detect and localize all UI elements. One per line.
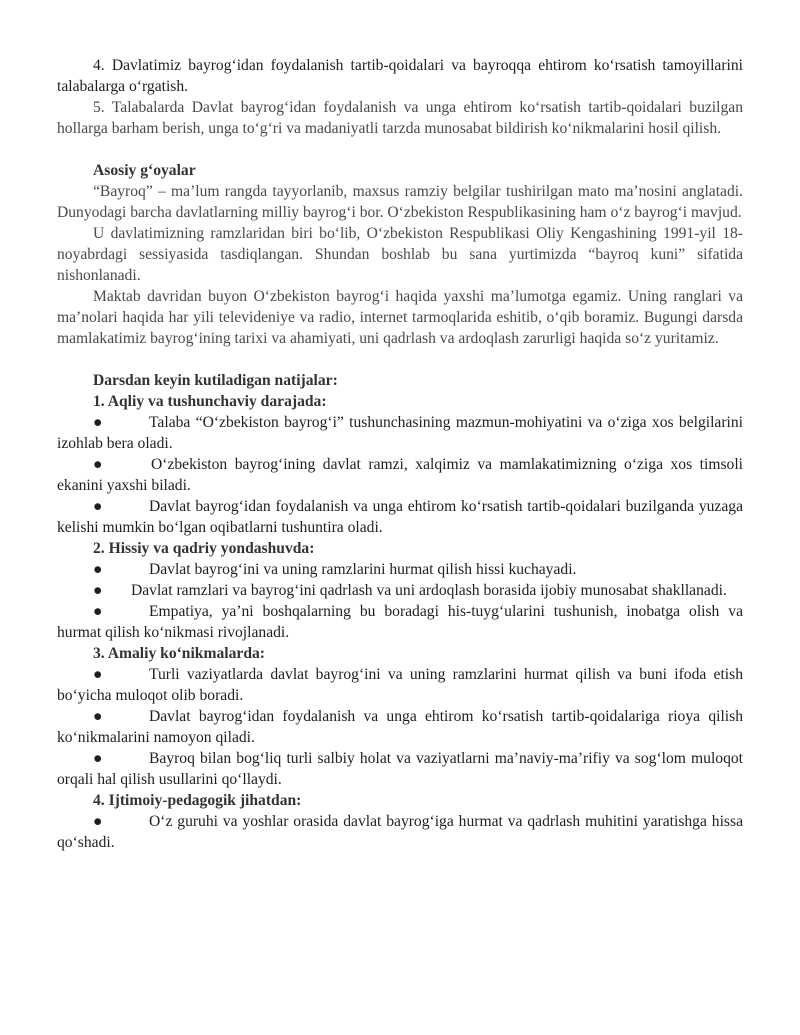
list-item-text: Davlat bayrog‘idan foydalanish va unga ehtirom ko‘rsatish tartib-qoidalariga rioya qilish ko‘nikmalarini namoyon qiladi.: [57, 708, 743, 746]
intro-item-5: 5. Talabalarda Davlat bayrog‘idan foydalanish va unga ehtirom ko‘rsatish tartib-qoidalari buzilgan hollarga barham berish, unga to‘g‘ri va madaniyatli tarzda munosabat bildirish ko‘nikmalarini hosil qilish.: [57, 99, 743, 137]
bullet-icon: ●: [93, 666, 103, 683]
bullet-icon: ●: [93, 561, 103, 578]
list-item-text: Davlat bayrog‘idan foydalanish va unga ehtirom ko‘rsatish tartib-qoidalari buzilganda yuzaga kelishi mumkin bo‘lgan oqibatlarni tushuntira oladi.: [57, 498, 743, 536]
list-item: [57, 706, 743, 748]
bullet-icon: ●: [93, 498, 103, 515]
list-item-text: Bayroq bilan bog‘liq turli salbiy holat va vaziyatlarni ma’naviy-ma’rifiy va sog‘lom muloqot orqali hal qilish usullarini qo‘llaydi.: [57, 750, 743, 788]
outcomes-section-title: 3. Amaliy ko‘nikmalarda:: [93, 645, 265, 662]
list-item: [57, 811, 743, 853]
outcomes-section-title: 1. Aqliy va tushunchaviy darajada:: [93, 393, 327, 410]
list-item-text: Davlat ramzlari va bayrog‘ini qadrlash va uni ardoqlash borasida ijobiy munosabat shakllanadi.: [131, 582, 727, 599]
bullet-icon: ●: [93, 603, 103, 620]
bullet-icon: ●: [93, 414, 103, 431]
list-item-text: Turli vaziyatlarda davlat bayrog‘ini va uning ramzlarini hurmat qilish va buni ifoda etish bo‘yicha muloqot olib boradi.: [57, 666, 743, 704]
intro-item-4: 4. Davlatimiz bayrog‘idan foydalanish tartib-qoidalari va bayroqqa ehtirom ko‘rsatish tamoyillarini talabalarga o‘rgatish.: [57, 57, 743, 95]
main-ideas-paragraph: Maktab davridan buyon O‘zbekiston bayrog‘i haqida yaxshi ma’lumotga egamiz. Uning ranglari va ma’nolari haqida har yili televideniye va radio, internet tarmoqlarida eshitib, o‘qib boramiz. Bugungi darsda mamlakatimiz bayrog‘ining tarixi va ahamiyati, uni qadrlash va ardoqlash zarurligi haqida so‘z yuritamiz.: [57, 288, 743, 347]
main-ideas-paragraph: U davlatimizning ramzlaridan biri bo‘lib, O‘zbekiston Respublikasi Oliy Kengashining 1991-yil 18-noyabrdagi sessiyasida tasdiqlangan. Shundan boshlab bu sana yurtimizda “bayroq kuni” sifatida nishonlanadi.: [57, 225, 743, 284]
bullet-icon: ●: [93, 456, 103, 473]
list-item: [57, 454, 743, 496]
list-item: [57, 748, 743, 790]
list-item-text: Talaba “O‘zbekiston bayrog‘i” tushunchasining mazmun-mohiyatini va o‘ziga xos belgilarini izohlab bera oladi.: [57, 414, 743, 452]
list-item-text: Davlat bayrog‘ini va uning ramzlarini hurmat qilish hissi kuchayadi.: [149, 561, 577, 578]
list-item-text: O‘z guruhi va yoshlar orasida davlat bayrog‘iga hurmat va qadrlash muhitini yaratishga hissa qo‘shadi.: [57, 813, 743, 851]
bullet-icon: ●: [93, 708, 103, 725]
list-item: [57, 496, 743, 538]
bullet-icon: ●: [93, 582, 103, 599]
list-item-text: O‘zbekiston bayrog‘ining davlat ramzi, xalqimiz va mamlakatimizning o‘ziga xos timsoli ekanini yaxshi biladi.: [57, 456, 743, 494]
list-item: [57, 601, 743, 643]
list-item: [57, 580, 743, 601]
main-ideas-paragraph: “Bayroq” – ma’lum rangda tayyorlanib, maxsus ramziy belgilar tushirilgan mato ma’nosini anglatadi. Dunyodagi barcha davlatlarning milliy bayrog‘i bor. O‘zbekiston Respublikasining ham o‘z bayrog‘i mavjud.: [57, 183, 743, 221]
outcomes-section-title: 4. Ijtimoiy-pedagogik jihatdan:: [93, 792, 302, 809]
bullet-icon: ●: [93, 750, 103, 767]
document-page: [57, 55, 743, 853]
outcomes-heading: Darsdan keyin kutiladigan natijalar:: [93, 372, 338, 389]
list-item: [57, 559, 743, 580]
bullet-icon: ●: [93, 813, 103, 830]
list-item-text: Empatiya, ya’ni boshqalarning bu boradagi his-tuyg‘ularini tushunish, inobatga olish va hurmat qilish ko‘nikmasi rivojlanadi.: [57, 603, 743, 641]
outcomes-section-title: 2. Hissiy va qadriy yondashuvda:: [93, 540, 315, 557]
list-item: [57, 664, 743, 706]
list-item: [57, 412, 743, 454]
main-ideas-heading: Asosiy g‘oyalar: [93, 162, 196, 179]
